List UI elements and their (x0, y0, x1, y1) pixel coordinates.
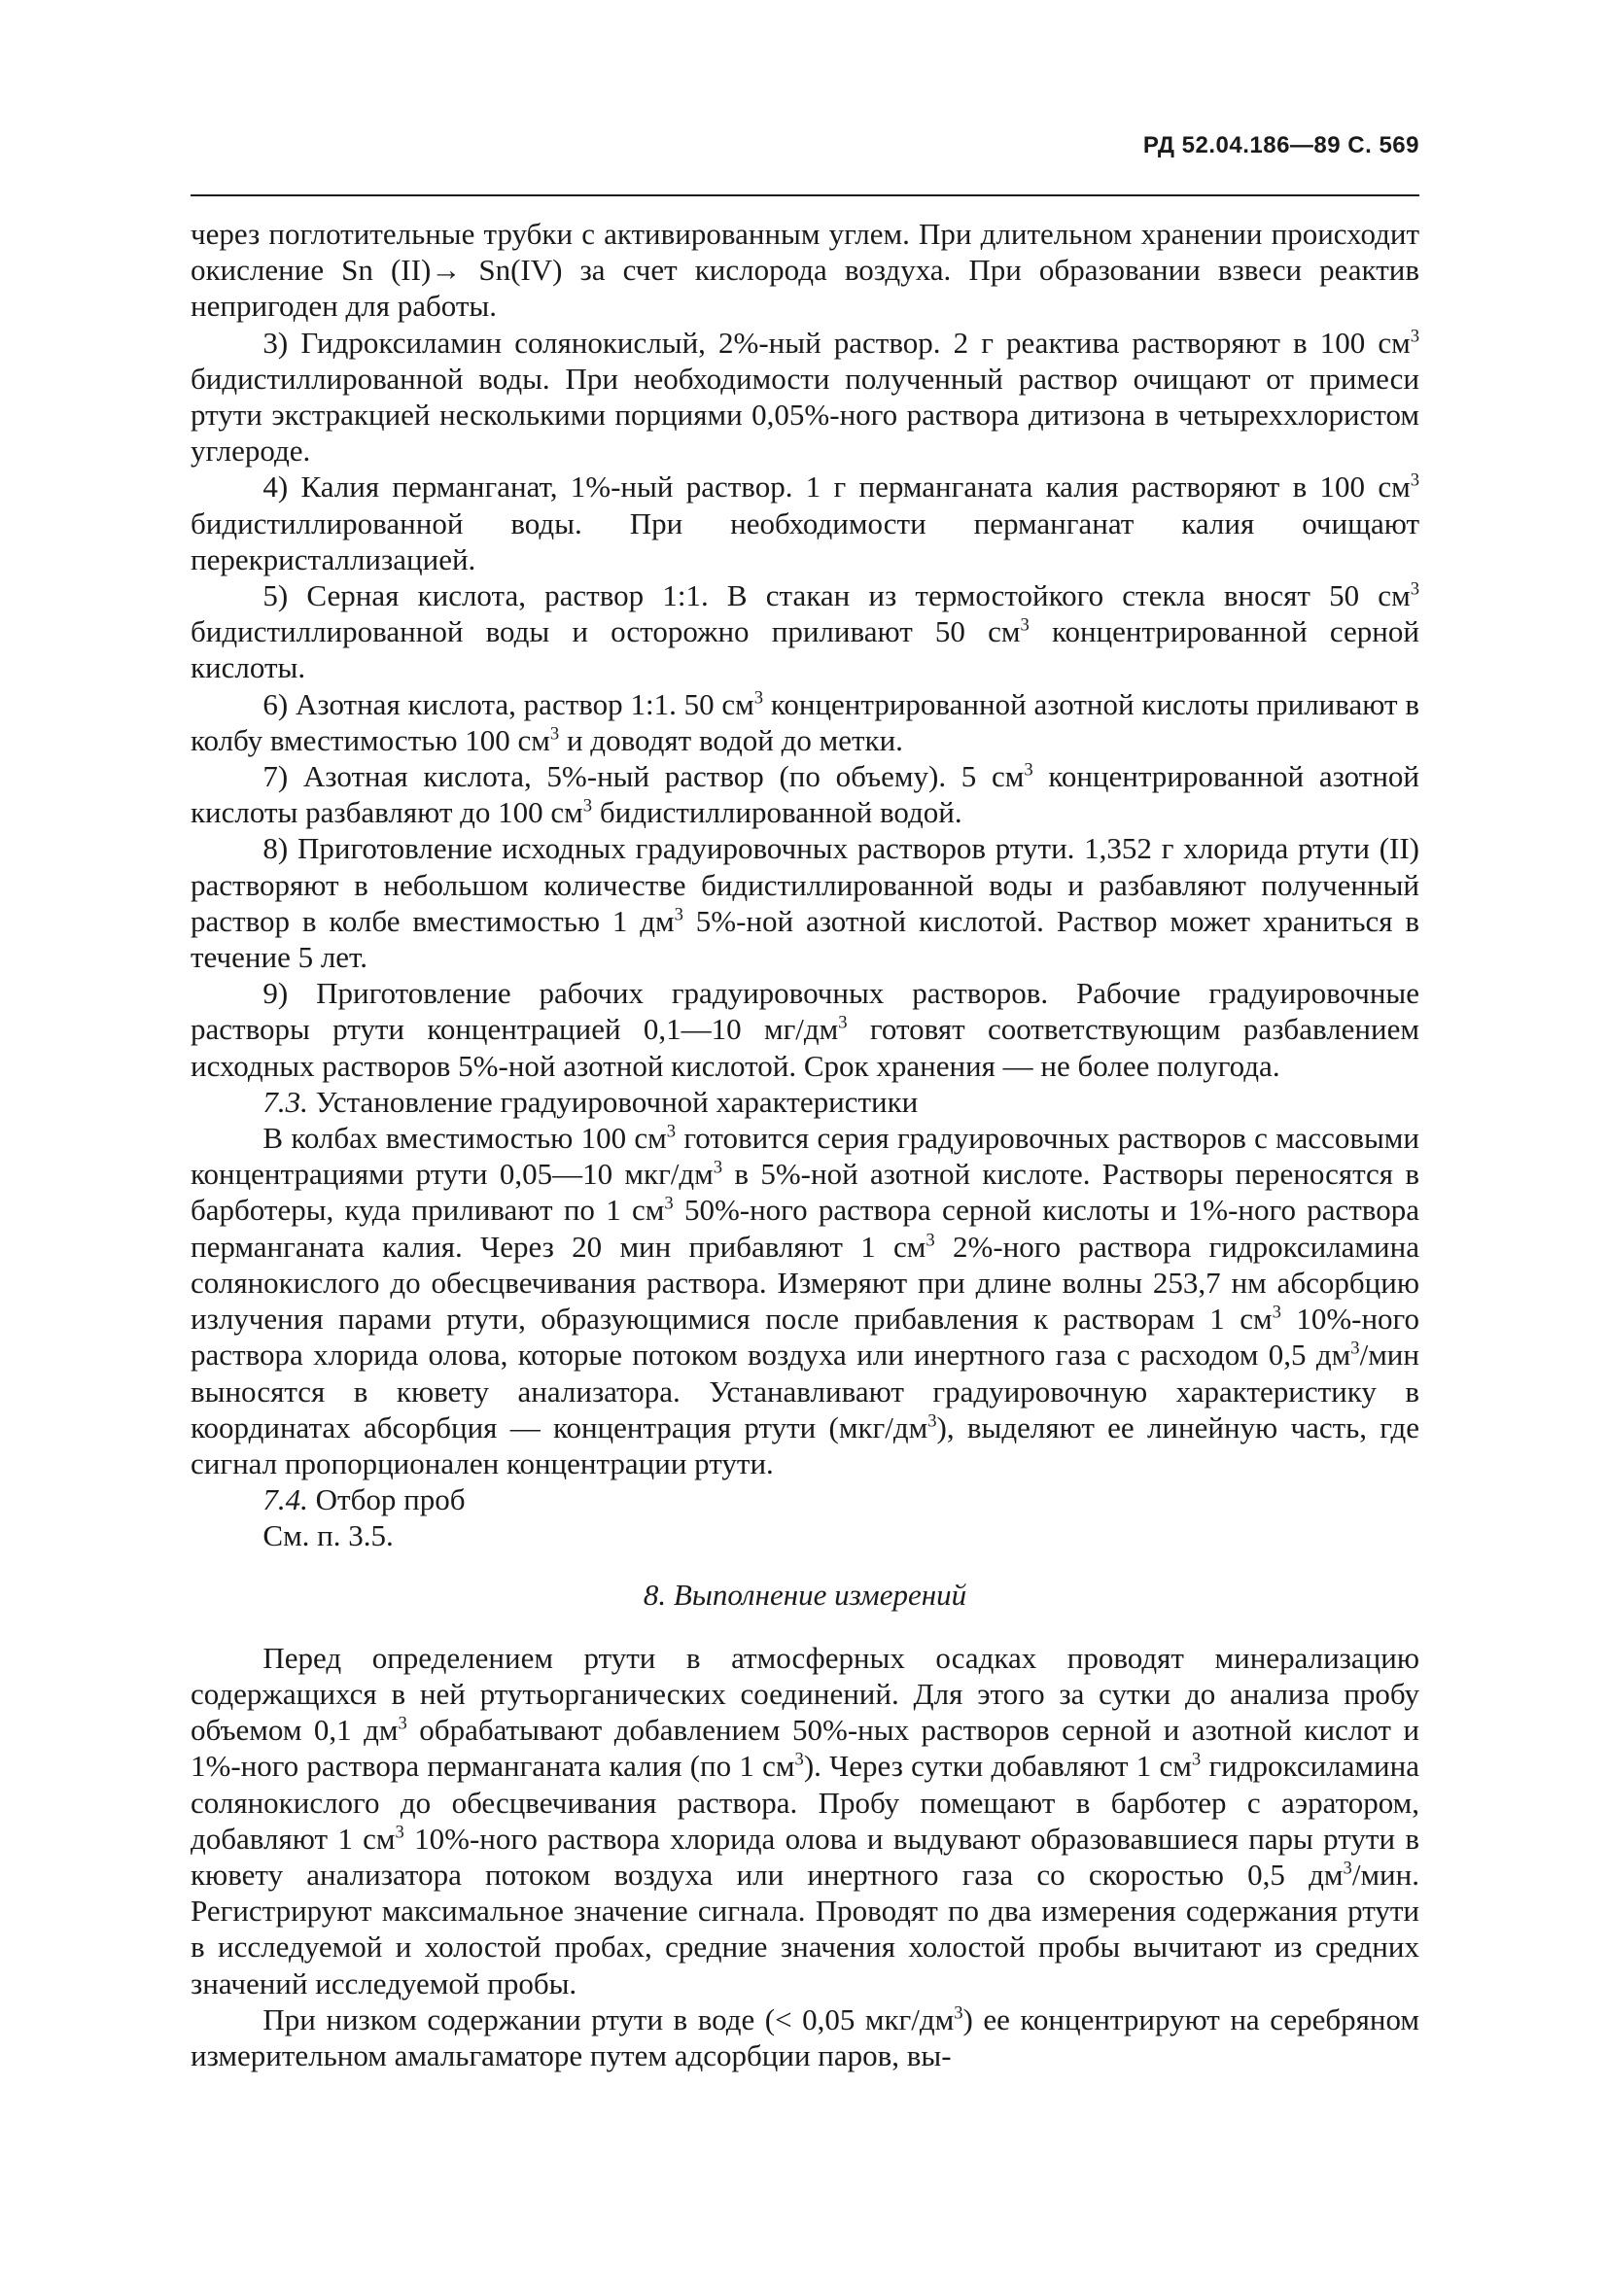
header-rule (191, 194, 1419, 196)
list-item-5: 5) Серная кислота, раствор 1:1. В стакан из термостойкого стекла вносят 50 $см^3$ бидистиллированной воды и осторожно приливают 50 $см^3$ концентрированной серной кислоты. (191, 578, 1419, 685)
list-item-8: 8) Приготовление исходных градуировочных растворов ртути. 1,352 г хлорида ртути (II) растворяют в небольшом количестве бидистиллированной воды и разбавляют полученный раствор в колбе вместимостью 1 $дм^3$ 5%-ной азотной кислотой. Раствор может храниться в течение 5 лет. (191, 831, 1420, 975)
page-body (191, 216, 1419, 2073)
section-8-heading: 8. Выполнение измерений (643, 1577, 967, 1612)
list-item-9: 9) Приготовление рабочих градуировочных растворов. Рабочие градуировочные растворы ртути концентрацией 0,1—10 $мг/дм^3$ готовят соответствующим разбавлением исходных растворов 5%-ной азотной кислотой. Срок хранения — не более полугода. (191, 976, 1419, 1083)
list-item-3: 3) Гидроксиламин солянокислый, 2%-ный раствор. 2 г реактива растворяют в 100 $см^3$ бидистиллированной воды. При необходимости полученный раствор очищают от примеси ртути экстракцией несколькими порциями 0,05%-ного раствора дитизона в четыреххлористом углероде. (191, 325, 1419, 469)
section-8-paragraph-2: При низком содержании ртути в воде (< 0,05 мкг/$дм^3$) ее концентрируют на серебряном измерительном амальгаматоре путем адсорбции паров, вы- (191, 2001, 1419, 2072)
list-item-6: 6) Азотная кислота, раствор 1:1. 50 $см^3$ концентрированной азотной кислоты приливают в колбу вместимостью 100 $см^3$ и доводят водой до метки. (191, 686, 1419, 757)
section-7-4-ref: См. п. 3.5. (262, 1518, 394, 1553)
section-7-4-title: 7.4. Отбор проб (262, 1482, 466, 1517)
section-7-3-body: В колбах вместимостью 100 $см^3$ готовится серия градуировочных растворов с массовыми концентрациями ртути 0,05—10 мкг/$дм^3$ в 5%-ной азотной кислоте. Растворы переносятся в барботеры, куда приливают по 1 $см^3$ 50%-ного раствора серной кислоты и 1%-ного раствора перманганата калия. Через 20 мин прибавляют 1 $см^3$ 2%-ного раствора гидроксиламина солянокислого до обесцвечивания раствора. Измеряют при длине волны 253,7 нм абсорбцию излучения парами ртути, образующимися после прибавления к растворам 1 $см^3$ 10%-ного раствора хлорида олова, которые потоком воздуха или инертного газа с расходом 0,5 $дм^3$/мин выносятся в кювету анализатора. Устанавливают градуировочную характеристику в координатах абсорбция — концентрация ртути $(мкг/дм^3)$, выделяют ее линейную часть, где сигнал пропорционален концентрации ртути. (191, 1121, 1420, 1480)
page-header-ref: РД 52.04.186—89 С. 569 (1142, 132, 1419, 158)
section-7-3-title: 7.3. Установление градуировочной характеристики (262, 1084, 919, 1119)
list-item-7: 7) Азотная кислота, 5%-ный раствор (по объему). 5 $см^3$ концентрированной азотной кислоты разбавляют до 100 $см^3$ бидистиллированной водой. (191, 759, 1419, 830)
section-8-paragraph-1: Перед определением ртути в атмосферных осадках проводят минерализацию содержащихся в ней ртутьорганических соединений. Для этого за сутки до анализа пробу объемом 0,1 $дм^3$ обрабатывают добавлением 50%-ных растворов серной и азотной кислот и 1%-ного раствора перманганата калия (по 1 $см^3$). Через сутки добавляют 1 $см^3$ гидроксиламина солянокислого до обесцвечивания раствора. Пробу помещают в барботер с аэратором, добавляют 1 $см^3$ 10%-ного раствора хлорида олова и выдувают образовавшиеся пары ртути в кювету анализатора потоком воздуха или инертного газа со скоростью 0,5 $дм^3$/мин. Регистрируют максимальное значение сигнала. Проводят по два измерения содержания ртути в исследуемой и холостой пробах, средние значения холостой пробы вычитают из средних значений исследуемой пробы. (191, 1640, 1419, 2000)
paragraph-continuation: через поглотительные трубки с активированным углем. При длительном хранении происходит окисление Sn (II)→ Sn(IV) за счет кислорода воздуха. При образовании взвеси реактив непригоден для работы. (191, 217, 1419, 324)
list-item-4: 4) Калия перманганат, 1%-ный раствор. 1 г перманганата калия растворяют в 100 $см^3$ бидистиллированной воды. При необходимости перманганат калия очищают перекристаллизацией. (191, 470, 1419, 576)
